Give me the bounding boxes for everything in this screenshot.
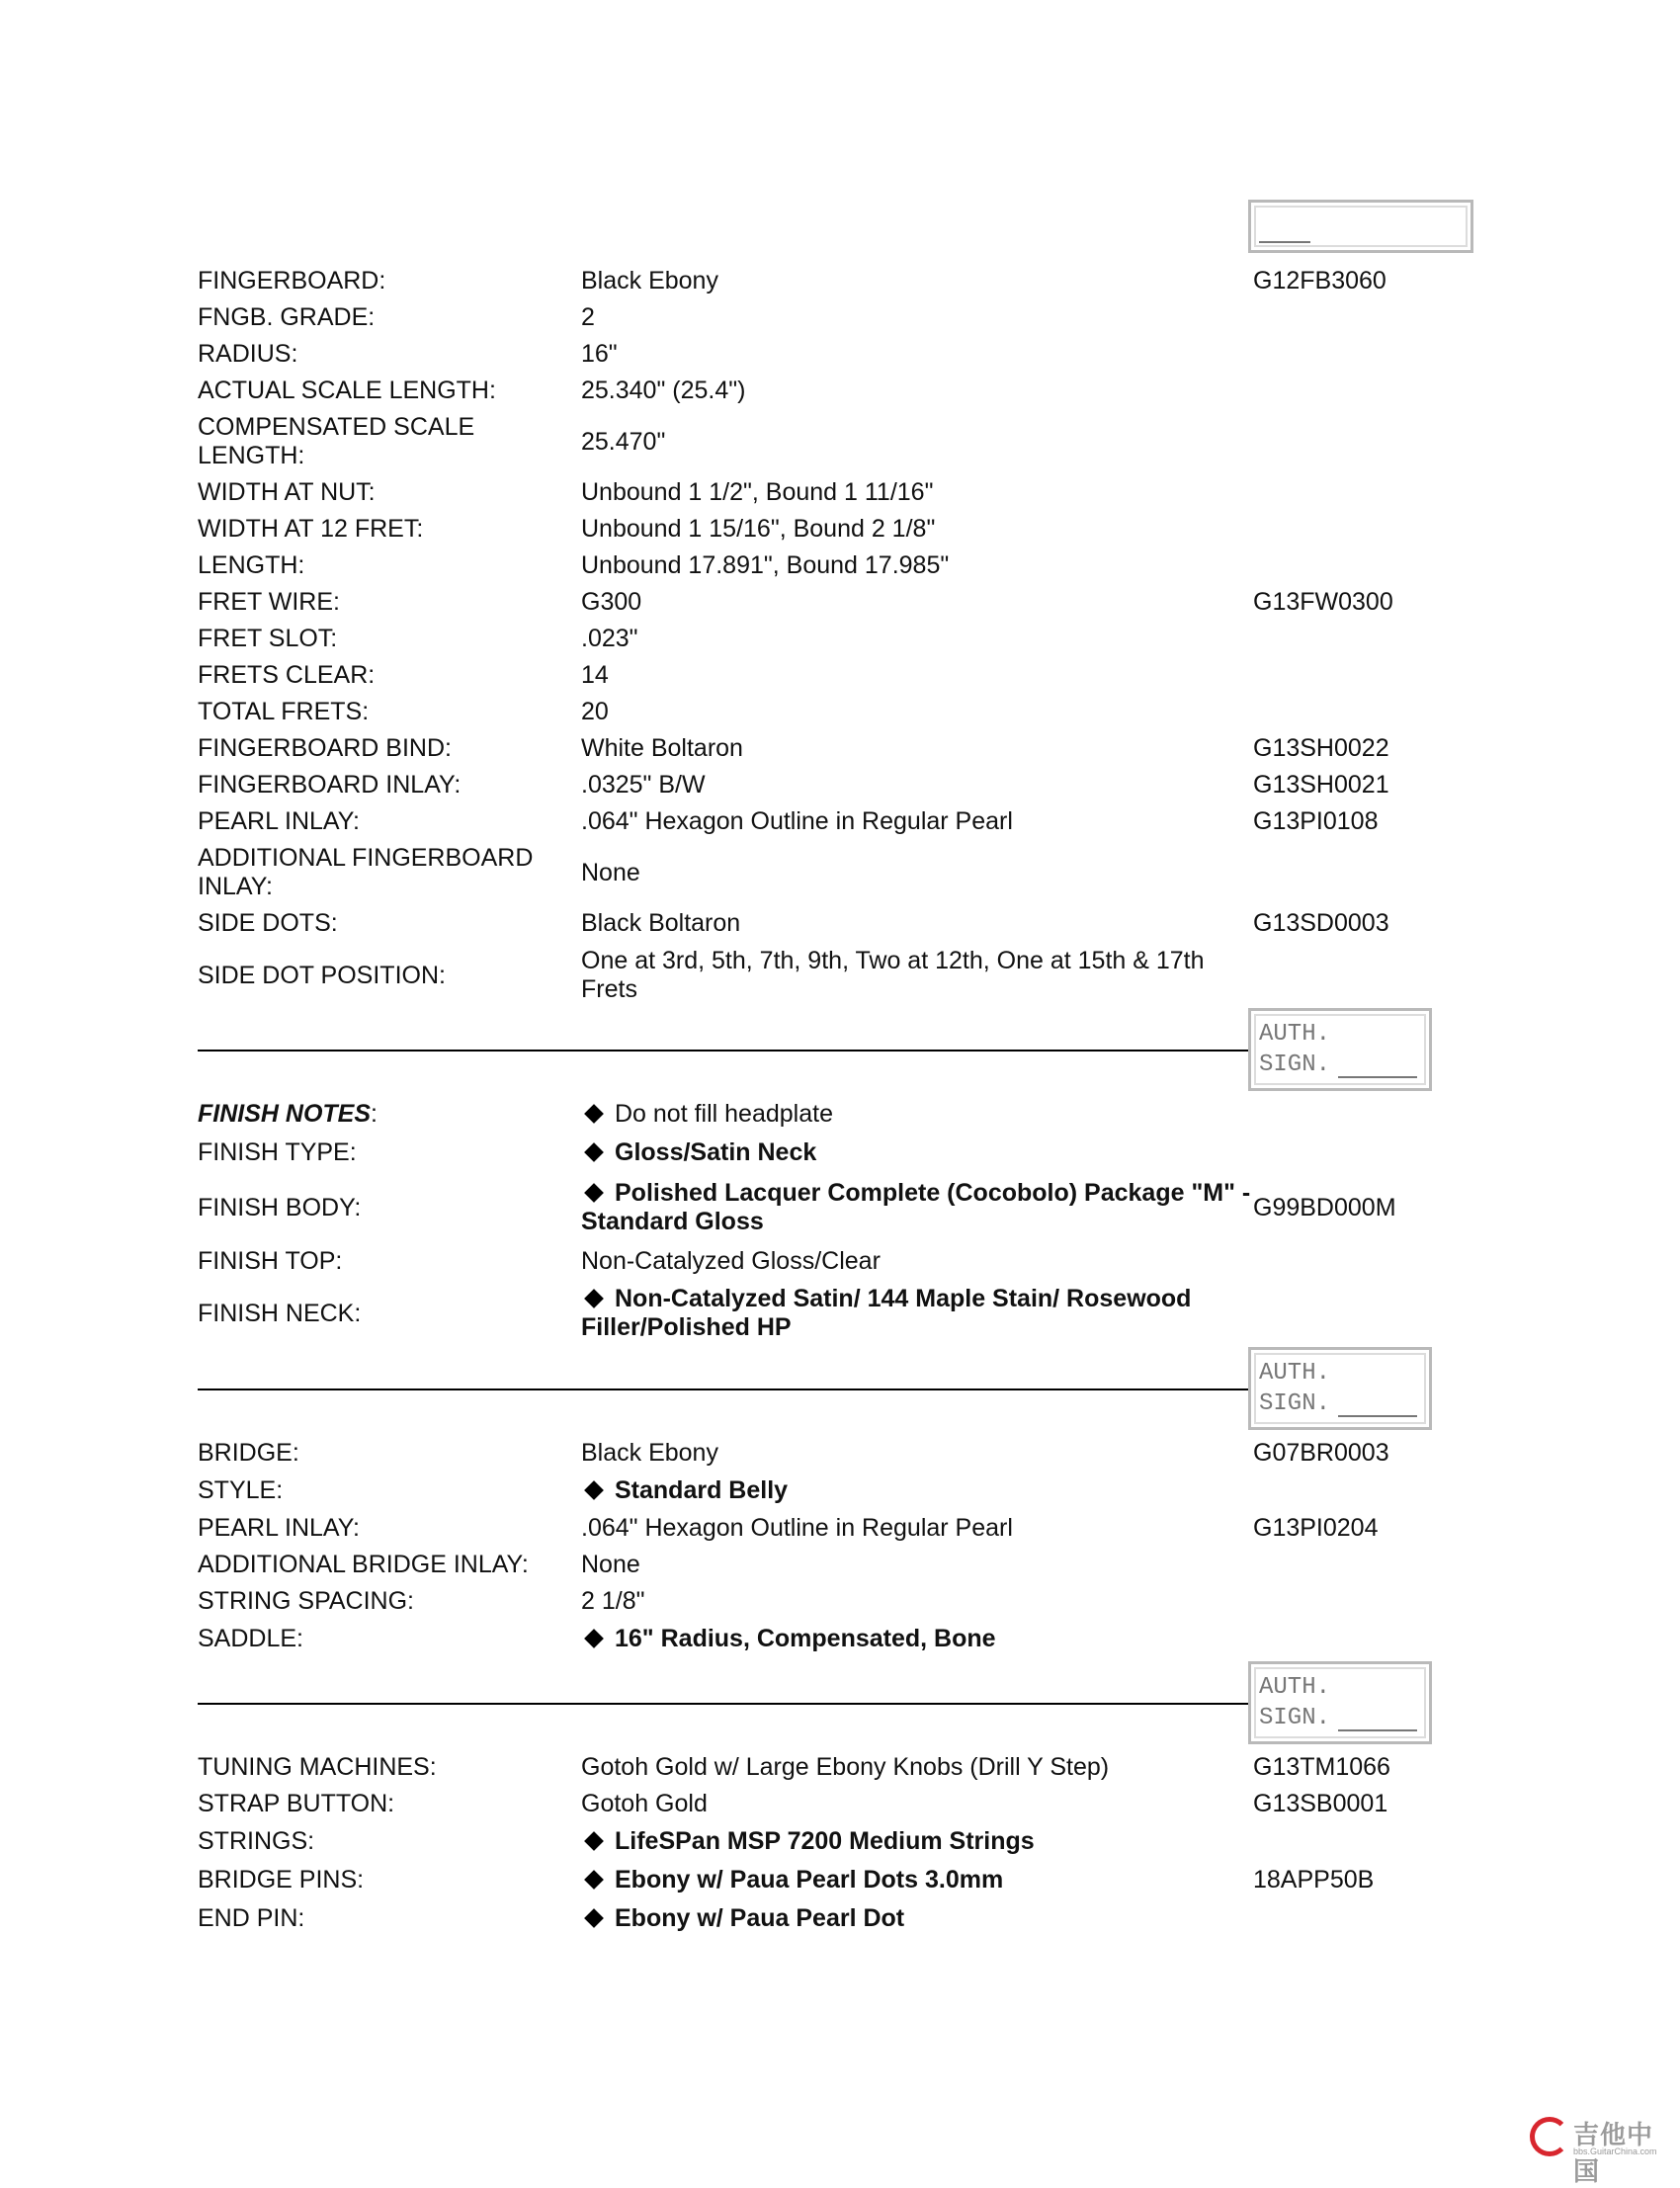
diamond-bullet-icon: [584, 1183, 604, 1203]
spec-row-finish-top: [198, 1247, 1443, 1276]
spec-label: FRET WIRE:: [198, 588, 340, 616]
spec-row-saddle: [198, 1625, 1443, 1653]
auth-sign-box[interactable]: [1248, 1347, 1432, 1430]
spec-value: [581, 1827, 1253, 1856]
top-signature-line: [1259, 241, 1310, 243]
spec-label: ADDITIONAL FINGERBOARD INLAY:: [198, 844, 534, 900]
spec-row-compensated-scale: [198, 412, 1443, 471]
watermark-text: 吉他中国: [1573, 2120, 1654, 2186]
spec-value: 16": [581, 340, 618, 368]
spec-row-length: [198, 551, 1443, 580]
diamond-bullet-icon: [584, 1629, 604, 1648]
spec-row-pearl-inlay: [198, 807, 1443, 836]
spec-code: G13SH0021: [1253, 771, 1389, 799]
spec-value: Black Boltaron: [581, 909, 741, 937]
spec-label: COMPENSATED SCALE LENGTH:: [198, 413, 475, 469]
auth-sign-box[interactable]: [1248, 1661, 1432, 1744]
spec-value: [581, 1625, 1253, 1653]
spec-value: [581, 1138, 1253, 1167]
spec-value: .064" Hexagon Outline in Regular Pearl: [581, 1514, 1013, 1542]
spec-row-fngb-grade: [198, 303, 1443, 332]
spec-row-bridge: [198, 1439, 1443, 1468]
spec-value: [581, 1285, 1204, 1342]
spec-label: STYLE:: [198, 1476, 284, 1504]
spec-row-finish-neck: [198, 1282, 1443, 1345]
diamond-bullet-icon: [584, 1289, 604, 1308]
spec-label: WIDTH AT NUT:: [198, 478, 376, 506]
spec-label: LENGTH:: [198, 551, 305, 579]
diamond-bullet-icon: [584, 1831, 604, 1851]
spec-label: FINISH TYPE:: [198, 1138, 357, 1166]
spec-row-tuning-machines: [198, 1753, 1443, 1782]
spec-row-side-dots: [198, 909, 1443, 938]
section-divider: [198, 1050, 1250, 1052]
finish-notes-label: FINISH NOTES: [198, 1100, 372, 1128]
diamond-bullet-icon: [584, 1142, 604, 1162]
spec-value: [581, 1100, 1253, 1129]
spec-row-bridge-style: [198, 1476, 1443, 1505]
spec-label: PEARL INLAY:: [198, 807, 360, 835]
spec-row-bridge-pins: [198, 1866, 1443, 1894]
spec-label: BRIDGE PINS:: [198, 1866, 365, 1893]
spec-value: Gotoh Gold w/ Large Ebony Knobs (Drill Y Step): [581, 1753, 1110, 1781]
bridge-pins-value: Ebony w/ Paua Pearl Dots 3.0mm: [615, 1866, 1004, 1893]
spec-code: G13FW0300: [1253, 588, 1393, 616]
spec-value: Gotoh Gold: [581, 1790, 708, 1817]
spec-label: FINISH NECK:: [198, 1299, 362, 1327]
spec-row-side-dot-position: [198, 946, 1443, 1005]
spec-code: G13SD0003: [1253, 909, 1389, 937]
spec-label: WIDTH AT 12 FRET:: [198, 515, 424, 543]
spec-value: [581, 1866, 1253, 1894]
spec-label: STRINGS:: [198, 1827, 315, 1855]
spec-value: Unbound 1 15/16", Bound 2 1/8": [581, 515, 936, 543]
top-signature-box[interactable]: [1248, 200, 1473, 253]
spec-value: 20: [581, 698, 609, 725]
spec-code: 18APP50B: [1253, 1866, 1375, 1893]
spec-label: BRIDGE:: [198, 1439, 299, 1467]
auth-sign-box[interactable]: [1248, 1008, 1432, 1091]
finish-type-value: Gloss/Satin Neck: [615, 1138, 817, 1166]
section-divider: [198, 1703, 1250, 1705]
diamond-bullet-icon: [584, 1480, 604, 1500]
spec-label: SADDLE:: [198, 1625, 303, 1652]
watermark-logo: [1530, 2115, 1678, 2186]
spec-code: G13TM1066: [1253, 1753, 1390, 1781]
diamond-bullet-icon: [584, 1104, 604, 1124]
spec-row-finish-type: [198, 1138, 1443, 1167]
spec-row-fret-slot: [198, 625, 1443, 653]
spec-row-width-at-12-fret: [198, 515, 1443, 544]
spec-row-additional-bridge-inlay: [198, 1551, 1443, 1579]
spec-code: G13PI0108: [1253, 807, 1379, 835]
spec-value: .023": [581, 625, 638, 652]
spec-label: SIDE DOTS:: [198, 909, 338, 937]
spec-value: [581, 1476, 1253, 1505]
spec-value: 14: [581, 661, 609, 689]
spec-value: 2 1/8": [581, 1587, 645, 1615]
spec-label: [198, 1100, 581, 1129]
spec-label: TOTAL FRETS:: [198, 698, 370, 725]
spec-row-total-frets: [198, 698, 1443, 726]
spec-value: One at 3rd, 5th, 7th, 9th, Two at 12th, One at 15th & 17th Frets: [581, 947, 1205, 1003]
spec-label: ACTUAL SCALE LENGTH:: [198, 377, 496, 404]
spec-value: .0325" B/W: [581, 771, 706, 799]
spec-row-strings: [198, 1827, 1443, 1856]
spec-value: None: [581, 1551, 640, 1578]
auth-sign-label: AUTH. SIGN.: [1259, 1360, 1331, 1417]
spec-label: TUNING MACHINES:: [198, 1753, 437, 1781]
spec-label: FINGERBOARD:: [198, 267, 386, 295]
spec-label: FINGERBOARD BIND:: [198, 734, 452, 762]
auth-sign-line: [1338, 1729, 1417, 1731]
spec-row-fingerboard-bind: [198, 734, 1443, 763]
spec-row-finish-body: [198, 1175, 1443, 1240]
spec-label: STRAP BUTTON:: [198, 1790, 395, 1817]
spec-label: FINISH BODY:: [198, 1193, 362, 1221]
bridge-style-value: Standard Belly: [615, 1476, 789, 1504]
spec-value: G300: [581, 588, 642, 616]
spec-label: FRET SLOT:: [198, 625, 338, 652]
diamond-bullet-icon: [584, 1870, 604, 1890]
spec-label: FINISH TOP:: [198, 1247, 343, 1275]
spec-value: [581, 1904, 1253, 1933]
spec-label: PEARL INLAY:: [198, 1514, 360, 1542]
spec-row-end-pin: [198, 1904, 1443, 1933]
guitar-china-logo-icon: [1530, 2117, 1569, 2156]
spec-value: None: [581, 858, 640, 886]
spec-value: .064" Hexagon Outline in Regular Pearl: [581, 807, 1013, 835]
spec-code: G13SB0001: [1253, 1790, 1388, 1817]
spec-row-radius: [198, 340, 1443, 369]
spec-label: END PIN:: [198, 1904, 305, 1932]
diamond-bullet-icon: [584, 1908, 604, 1928]
spec-row-frets-clear: [198, 661, 1443, 690]
spec-code: G12FB3060: [1253, 267, 1386, 295]
spec-label: FNGB. GRADE:: [198, 303, 376, 331]
auth-sign-label: AUTH. SIGN.: [1259, 1674, 1331, 1731]
spec-label: ADDITIONAL BRIDGE INLAY:: [198, 1551, 529, 1578]
spec-row-fingerboard-inlay: [198, 771, 1443, 799]
spec-row-fingerboard: [198, 267, 1443, 295]
spec-code: G13PI0204: [1253, 1514, 1379, 1542]
watermark-subtext: bbs.GuitarChina.com: [1573, 2146, 1657, 2156]
spec-label: SIDE DOT POSITION:: [198, 961, 446, 989]
spec-value: Unbound 1 1/2", Bound 1 11/16": [581, 478, 934, 506]
spec-row-finish-notes: [198, 1100, 1443, 1129]
spec-value: White Boltaron: [581, 734, 743, 762]
spec-value: Non-Catalyzed Gloss/Clear: [581, 1247, 881, 1275]
finish-notes-colon: :: [371, 1100, 378, 1128]
spec-value: [581, 1179, 1253, 1236]
auth-sign-label: AUTH. SIGN.: [1259, 1021, 1331, 1078]
strings-value: LifeSPan MSP 7200 Medium Strings: [615, 1827, 1035, 1855]
spec-label: FRETS CLEAR:: [198, 661, 376, 689]
finish-notes-value: Do not fill headplate: [615, 1100, 833, 1128]
spec-code: G13SH0022: [1253, 734, 1389, 762]
auth-sign-line: [1338, 1415, 1417, 1417]
auth-sign-line: [1338, 1076, 1417, 1078]
finish-body-value: Polished Lacquer Complete (Cocobolo) Package "M" - Standard Gloss: [581, 1179, 1251, 1235]
spec-row-strap-button: [198, 1790, 1443, 1818]
end-pin-value: Ebony w/ Paua Pearl Dot: [615, 1904, 905, 1932]
spec-value: Black Ebony: [581, 267, 718, 295]
spec-row-actual-scale: [198, 377, 1443, 405]
spec-row-fret-wire: [198, 588, 1443, 617]
spec-value: 25.340" (25.4"): [581, 377, 746, 404]
finish-neck-value: Non-Catalyzed Satin/ 144 Maple Stain/ Rosewood Filler/Polished HP: [581, 1285, 1192, 1341]
spec-label: STRING SPACING:: [198, 1587, 415, 1615]
spec-value: Black Ebony: [581, 1439, 718, 1467]
spec-value: Unbound 17.891", Bound 17.985": [581, 551, 950, 579]
spec-row-bridge-pearl-inlay: [198, 1514, 1443, 1543]
spec-value: 25.470": [581, 427, 666, 456]
spec-label: RADIUS:: [198, 340, 298, 368]
spec-code: G07BR0003: [1253, 1439, 1389, 1467]
spec-code: G99BD000M: [1253, 1193, 1396, 1221]
spec-row-width-at-nut: [198, 478, 1443, 507]
spec-row-additional-fingerboard-inlay: [198, 843, 1443, 902]
spec-label: FINGERBOARD INLAY:: [198, 771, 462, 799]
saddle-value: 16" Radius, Compensated, Bone: [615, 1625, 996, 1652]
spec-value: 2: [581, 303, 595, 331]
section-divider: [198, 1389, 1250, 1390]
spec-row-string-spacing: [198, 1587, 1443, 1616]
